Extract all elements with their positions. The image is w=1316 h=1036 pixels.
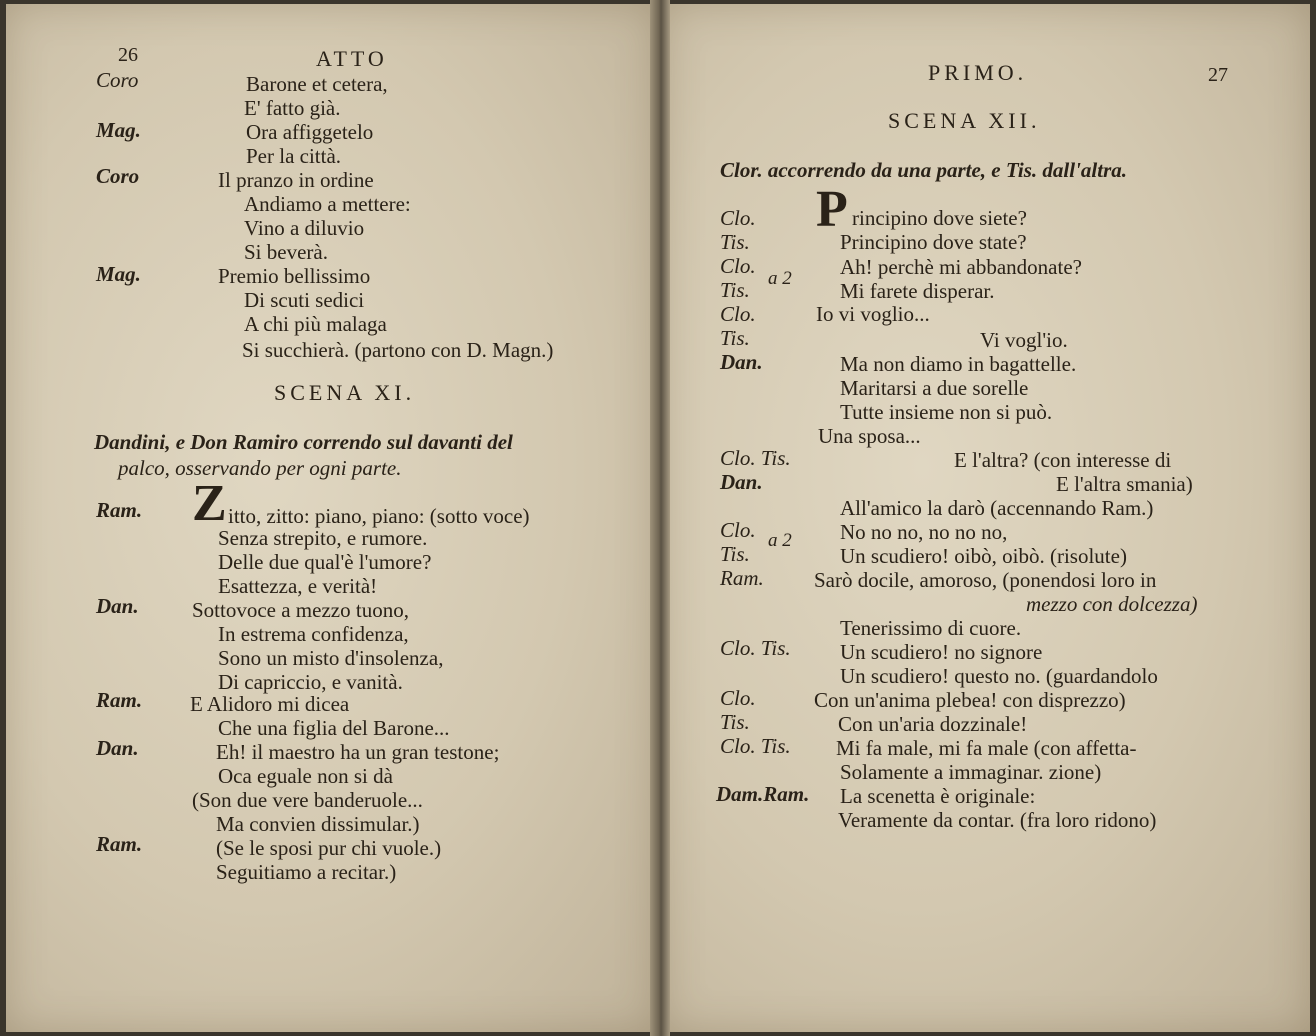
verse-line: Una sposa... <box>818 424 921 448</box>
a-due-marker: a 2 <box>768 268 792 289</box>
verse-line: Sottovoce a mezzo tuono, <box>192 598 409 622</box>
verse-line: All'amico la darò (accennando Ram.) <box>840 496 1154 520</box>
speaker-label: Clo. Tis. <box>720 734 791 758</box>
speaker-label: Tis. <box>720 710 750 734</box>
speaker-label: Ram. <box>96 498 143 522</box>
verse-line: Mi farete disperar. <box>840 279 995 303</box>
verse-line: In estrema confidenza, <box>218 622 409 646</box>
verse-line: Che una figlia del Barone... <box>218 716 450 740</box>
verse-line: Ora affiggetelo <box>246 120 374 144</box>
speaker-label: Mag. <box>96 262 141 286</box>
verse-line: Oca eguale non si dà <box>218 764 393 788</box>
verse-line: E Alidoro mi dicea <box>190 692 350 716</box>
verse-line: E l'altra? (con interesse di <box>954 448 1172 472</box>
verse-line: Veramente da contar. (fra loro ridono) <box>838 808 1157 832</box>
stage-direction: Dandini, e Don Ramiro correndo sul davanti del <box>94 430 513 454</box>
speaker-label: Clo. Tis. <box>720 446 791 470</box>
speaker-label: Dan. <box>720 350 763 374</box>
speaker-label: Ram. <box>96 832 143 856</box>
scene-title: SCENA XI. <box>274 380 416 405</box>
stage-direction: palco, osservando per ogni parte. <box>118 456 402 480</box>
speaker-label: Tis. <box>720 326 750 350</box>
verse-line: Tutte insieme non si può. <box>840 400 1053 424</box>
verse-line: Solamente a immaginar. zione) <box>840 760 1102 784</box>
verse-line: Si beverà. <box>244 240 328 264</box>
speaker-label: Clo. <box>720 302 756 326</box>
verse-line: No no no, no no no, <box>840 520 1008 544</box>
verse-line: itto, zitto: piano, piano: (sotto voce) <box>228 504 530 528</box>
verse-line: Vi vogl'io. <box>980 328 1068 352</box>
speaker-label: Dam.Ram. <box>716 782 810 806</box>
running-head: ATTO <box>316 46 388 71</box>
verse-line: Andiamo a mettere: <box>244 192 411 216</box>
book-gutter <box>650 0 670 1036</box>
speaker-label: Coro <box>96 164 140 188</box>
verse-line: Tenerissimo di cuore. <box>840 616 1022 640</box>
a-due-marker: a 2 <box>768 530 792 551</box>
verse-line: Esattezza, e verità! <box>218 574 378 598</box>
verse-line: Di scuti sedici <box>244 288 365 312</box>
page-number: 27 <box>1208 64 1228 86</box>
verse-line: La scenetta è originale: <box>840 784 1036 808</box>
speaker-label: Clo. Tis. <box>720 636 791 660</box>
drop-cap: Z <box>192 475 227 532</box>
verse-line: Ma convien dissimular.) <box>216 812 420 836</box>
speaker-label: Tis. <box>720 278 750 302</box>
running-head: PRIMO. <box>928 60 1028 85</box>
verse-line: Con un'aria dozzinale! <box>838 712 1028 736</box>
verse-line: Sarò docile, amoroso, (ponendosi loro in <box>814 568 1157 592</box>
verse-line: Ma non diamo in bagattelle. <box>840 352 1077 376</box>
verse-line: mezzo con dolcezza) <box>1026 592 1198 616</box>
speaker-label: Coro <box>96 68 139 92</box>
verse-line: Maritarsi a due sorelle <box>840 376 1029 400</box>
verse-line: Sono un misto d'insolenza, <box>218 646 444 670</box>
speaker-label: Dan. <box>720 470 763 494</box>
verse-line: E' fatto già. <box>244 96 341 120</box>
scene-title: SCENA XII. <box>888 108 1041 133</box>
verse-line: Un scudiero! questo no. (guardandolo <box>840 664 1158 688</box>
verse-line: Mi fa male, mi fa male (con affetta- <box>836 736 1137 760</box>
verse-line: Seguitiamo a recitar.) <box>216 860 397 884</box>
speaker-label: Clo. <box>720 206 756 230</box>
verse-line: E l'altra smania) <box>1056 472 1193 496</box>
speaker-label: Tis. <box>720 542 750 566</box>
speaker-label: Clo. <box>720 254 756 278</box>
verse-line: Principino dove state? <box>840 230 1027 254</box>
verse-line: Di capriccio, e vanità. <box>218 670 403 694</box>
verse-line: Vino a diluvio <box>244 216 365 240</box>
verse-line: (Se le sposi pur chi vuole.) <box>216 836 442 860</box>
verse-line: A chi più malaga <box>244 312 387 336</box>
verse-line: Un scudiero! oibò, oibò. (risolute) <box>840 544 1127 568</box>
verse-line: (Son due vere banderuole... <box>192 788 423 812</box>
verse-line: Con un'anima plebea! con disprezzo) <box>814 688 1126 712</box>
verse-line: Io vi voglio... <box>816 302 930 326</box>
page-number: 26 <box>118 44 138 66</box>
verse-line: rincipino dove siete? <box>852 206 1027 230</box>
verse-line: Un scudiero! no signore <box>840 640 1043 664</box>
drop-cap: P <box>816 181 848 238</box>
speaker-label: Mag. <box>96 118 141 142</box>
speaker-label: Clo. <box>720 518 756 542</box>
speaker-label: Dan. <box>96 594 139 618</box>
verse-line: Delle due qual'è l'umore? <box>218 550 432 574</box>
verse-line: Premio bellissimo <box>218 264 371 288</box>
verse-line: Eh! il maestro ha un gran testone; <box>216 740 500 764</box>
speaker-label: Dan. <box>96 736 139 760</box>
verse-line: Si succhierà. (partono con D. Magn.) <box>242 338 554 362</box>
verse-line: Ah! perchè mi abbandonate? <box>840 255 1082 279</box>
verse-line: Barone et cetera, <box>246 72 388 96</box>
speaker-label: Tis. <box>720 230 750 254</box>
verse-line: Il pranzo in ordine <box>218 168 374 192</box>
verse-line: Per la città. <box>246 144 342 168</box>
verse-line: Senza strepito, e rumore. <box>218 526 428 550</box>
speaker-label: Ram. <box>96 688 143 712</box>
speaker-label: Clo. <box>720 686 756 710</box>
stage-direction: Clor. accorrendo da una parte, e Tis. dall'altra. <box>720 158 1127 182</box>
speaker-label: Ram. <box>720 566 764 590</box>
